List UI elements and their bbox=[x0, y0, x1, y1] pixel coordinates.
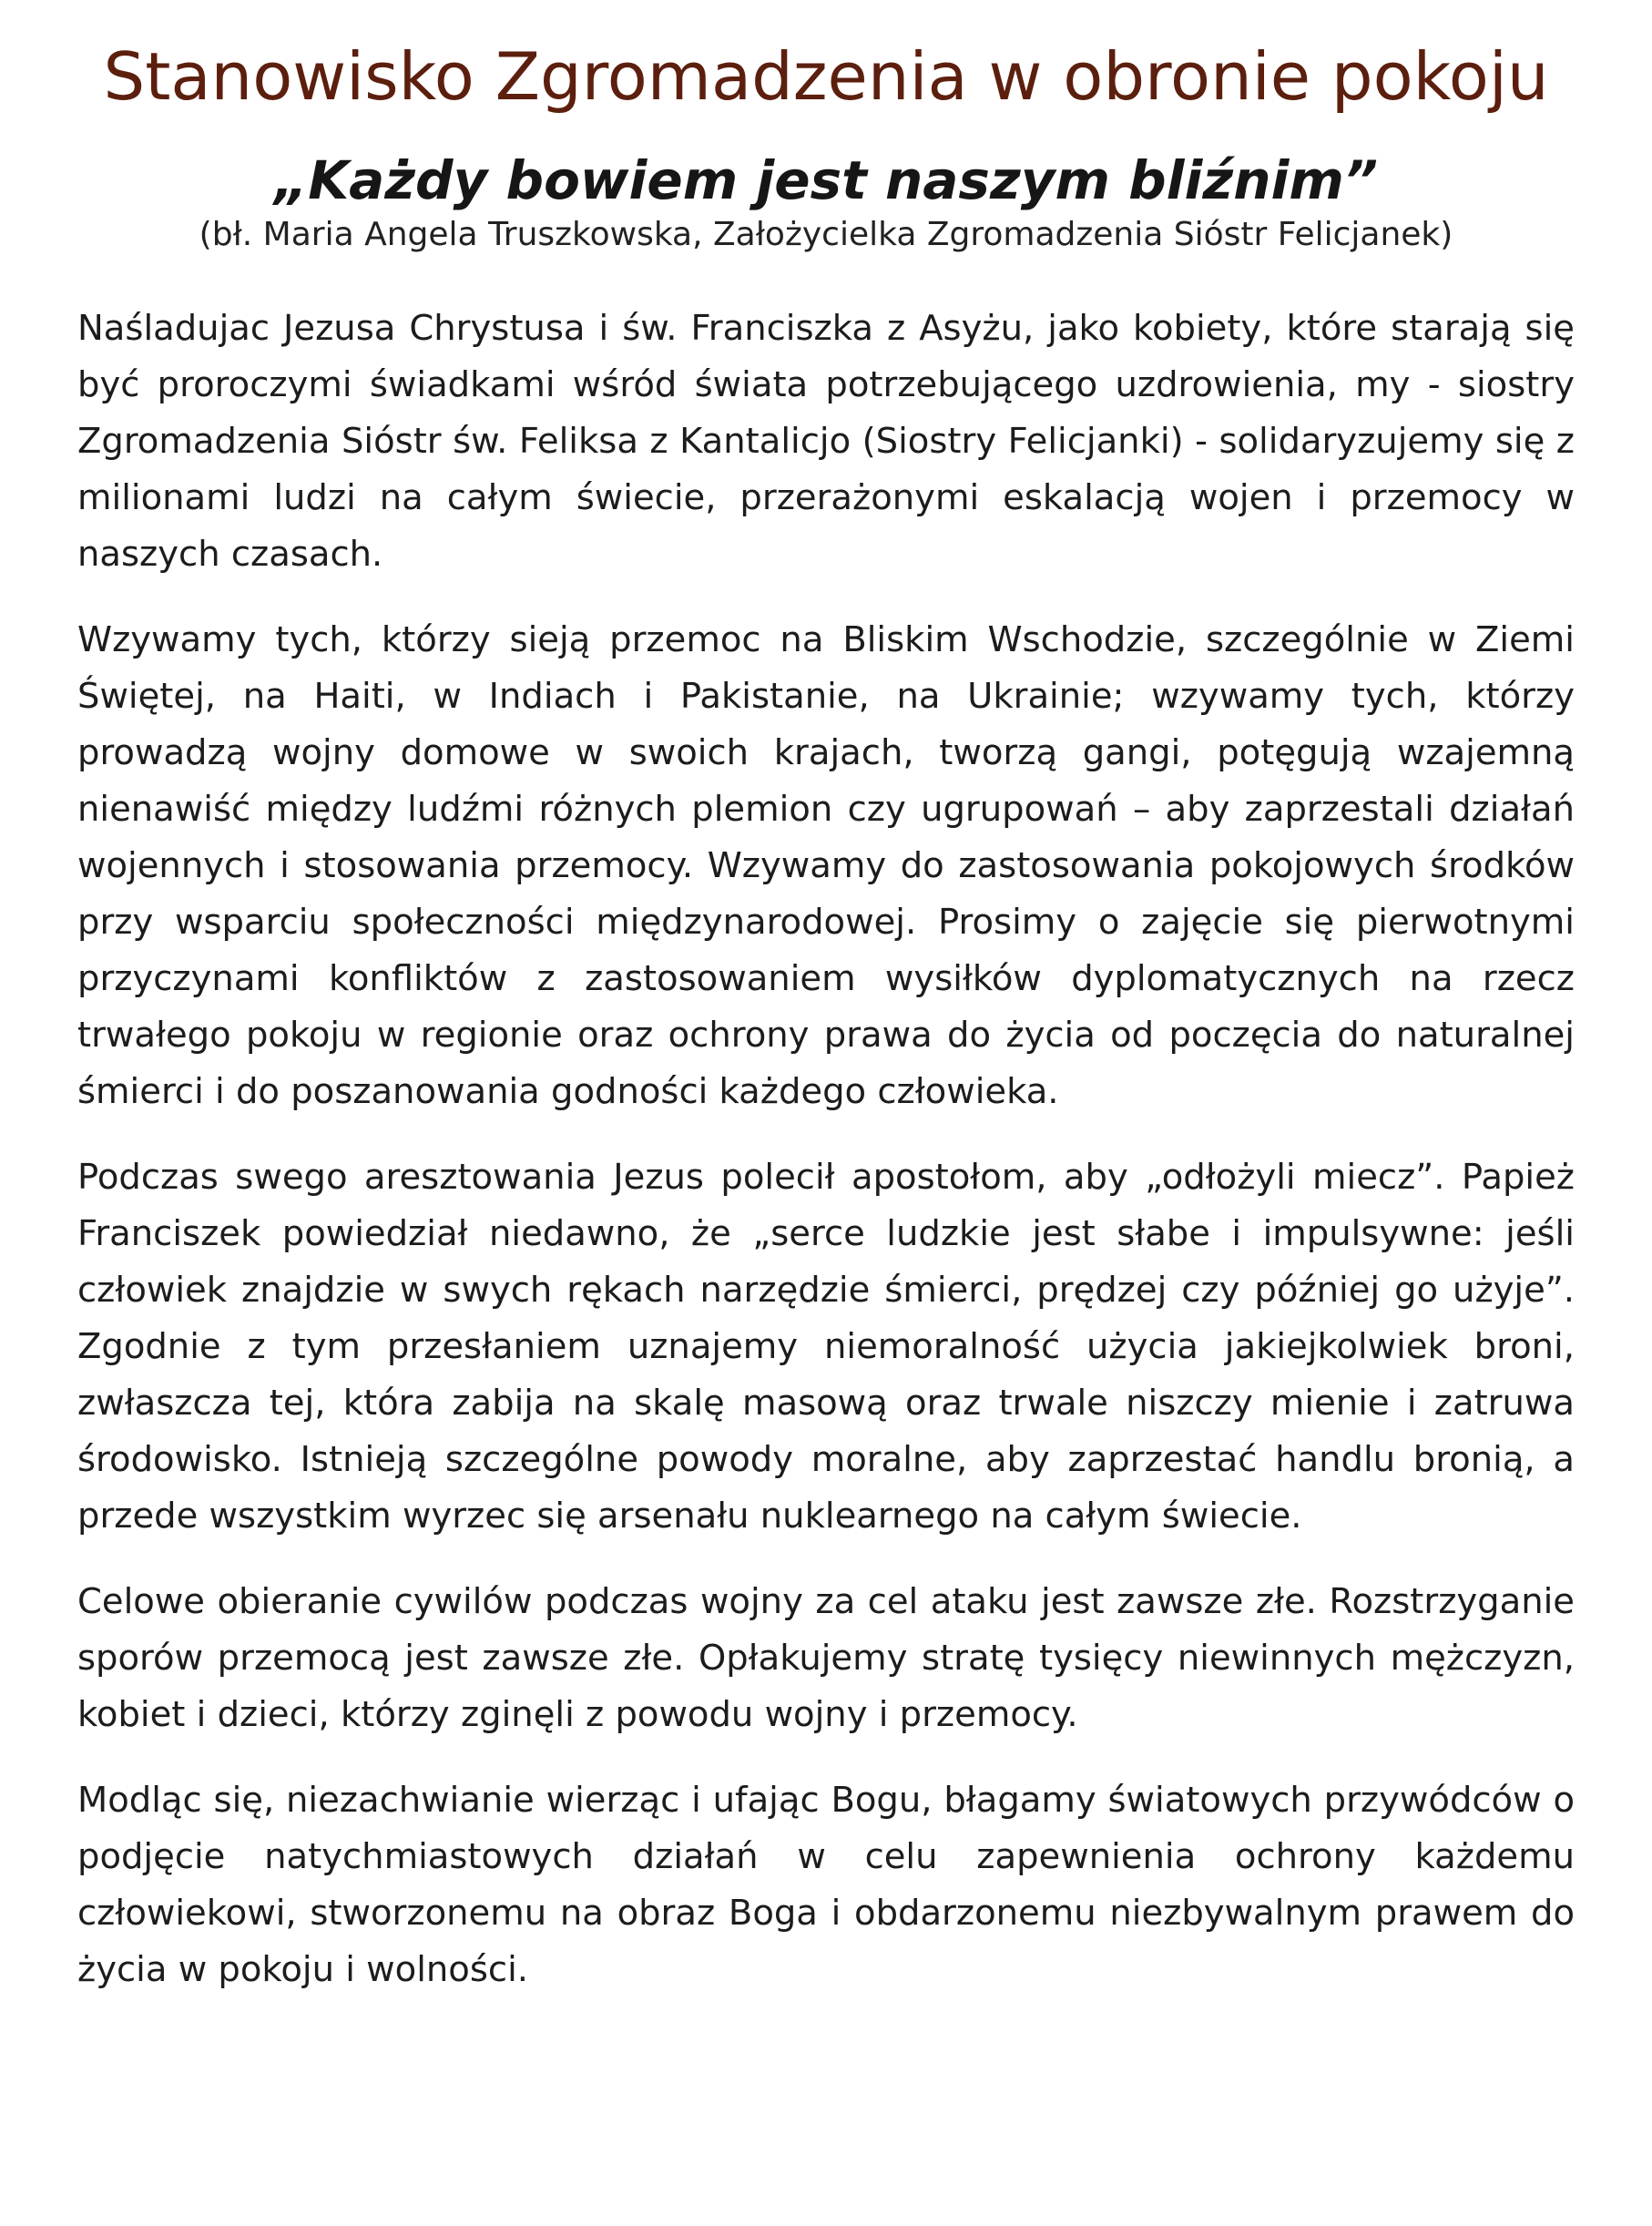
paragraph-prayer-appeal: Modląc się, niezachwianie wierząc i ufając Bogu, błagamy światowych przywódców o podjęcie natychmiastowych działań w celu zapewnienia ochrony każdemu człowiekowi, stworzonemu na obraz Boga i obdarzonemu niezbywalnym prawem do życia w pokoju i wolności. bbox=[77, 1780, 1575, 1990]
page-title: Stanowisko Zgromadzenia w obronie pokoju bbox=[103, 38, 1549, 115]
paragraph-call-to-stop-violence: Wzywamy tych, którzy sieją przemoc na Bliskim Wschodzie, szczególnie w Ziemi Świętej, na Haiti, w Indiach i Pakistanie, na Ukrainie; wzywamy tych, którzy prowadzą wojny domowe w swoich krajach, tworzą gangi, potęgują wzajemną nienawiść między ludźmi różnych plemion czy ugrupowań – aby zaprzestali działań wojennych i stosowania przemocy. Wzywamy do zastosowania pokojowych środków przy wsparciu społeczności międzynarodowej. Prosimy o zajęcie się pierwotnymi przyczynami konfliktów z zastosowaniem wysiłków dyplomatycznych na rzecz trwałego pokoju w regionie oraz ochrony prawa do życia od poczęcia do naturalnej śmierci i do poszanowania godności każdego człowieka. bbox=[77, 619, 1575, 1112]
paragraph-intro: Naśladujac Jezusa Chrystusa i św. Franciszka z Asyżu, jako kobiety, które starają się być proroczymi świadkami wśród świata potrzebującego uzdrowienia, my - siostry Zgromadzenia Sióstr św. Feliksa z Kantalicjo (Siostry Felicjanki) - solidaryzujemy się z milionami ludzi na całym świecie, przerażonymi eskalacją wojen i przemocy w naszych czasach. bbox=[77, 308, 1575, 575]
statement-body bbox=[77, 301, 1575, 1998]
paragraph-weapons: Podczas swego aresztowania Jezus polecił apostołom, aby „odłożyli miecz”. Papież Franciszek powiedział niedawno, że „serce ludzkie jest słabe i impulsywne: jeśli człowiek znajdzie w swych rękach narzędzie śmierci, prędzej czy później go użyje”. Zgodnie z tym przesłaniem uznajemy niemoralność użycia jakiejkolwiek broni, zwłaszcza tej, która zabija na skalę masową oraz trwale niszczy mienie i zatruwa środowisko. Istnieją szczególne powody moralne, aby zaprzestać handlu bronią, a przede wszystkim wyrzec się arsenału nuklearnego na całym świecie. bbox=[77, 1157, 1575, 1537]
paragraph-civilians: Celowe obieranie cywilów podczas wojny za cel ataku jest zawsze złe. Rozstrzyganie sporów przemocą jest zawsze złe. Opłakujemy stratę tysięcy niewinnych mężczyzn, kobiet i dzieci, którzy zginęli z powodu wojny i przemocy. bbox=[77, 1581, 1575, 1735]
quote-attribution: (bł. Maria Angela Truszkowska, Założycielka Zgromadzenia Sióstr Felicjanek) bbox=[199, 216, 1453, 253]
motto-quote: „Każdy bowiem jest naszym bliźnim” bbox=[273, 149, 1379, 211]
